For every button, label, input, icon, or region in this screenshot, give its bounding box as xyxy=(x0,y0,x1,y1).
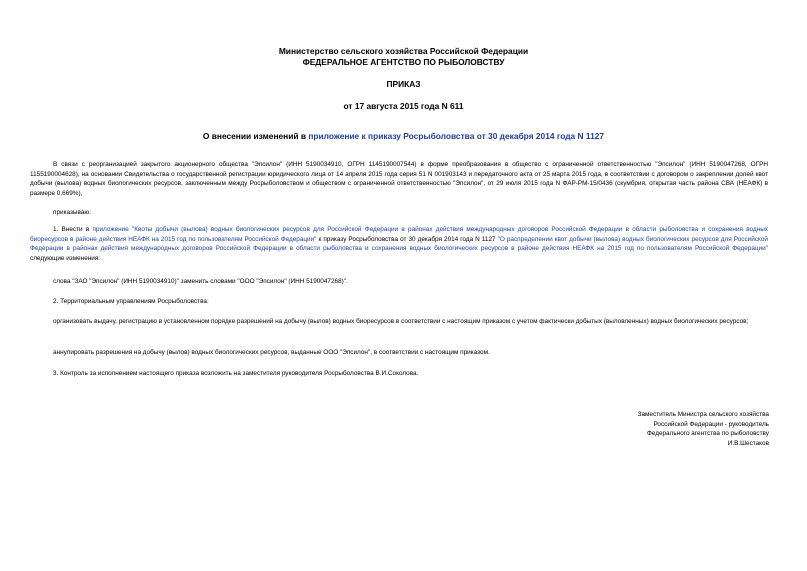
item-3-paragraph: 3. Контроль за исполнением настоящего приказа возложить на заместителя руководителя Росрыболовства В.И.Соколова. xyxy=(53,370,419,377)
replace-paragraph: слова "ЗАО "Эпсилон" (ИНН 5190034910)" заменить словами "ООО "Эпсилон" (ИНН 5190047268)". xyxy=(53,278,348,285)
item-1-order-link[interactable]: "О распределении квот добычи (вылова) водных биологических ресурсов для Российской Федерации в районах действия международных договоров Российской Федерации в области рыболовства и сохранения водных биологических ресурсов в районе действия НЕАФК на 2015 год по пользователям Российской Федерации" xyxy=(30,235,768,252)
preamble-paragraph: В связи с реорганизацией закрытого акционерного общества "Эпсилон" (ИНН 5190034910, ОГРН 1145190007544) в форме преобразования в общество с ограниченной ответственностью "Эпсилон" (ИНН 5190047268, ОГРН 1155190004628), на основании Свидетельства о государственной регистрации юридического лица от 14 апреля 2015 года серия 51 N 001903143 и передаточного акта от 25 марта 2015 года, в соответствии с договором о закреплении долей квот добычи (вылова) водных биологических ресурсов, заключенным между Росрыболовством и обществом с ограниченной ответственностью "Эпсилон", от 29 июля 2015 года N ФАР-РМ-15/0436 (скумбрия, открытая часть района СВА (НЕАФК) в размере 0,669%), xyxy=(30,161,768,197)
agency-title: ФЕДЕРАЛЬНОЕ АГЕНТСТВО ПО РЫБОЛОВСТВУ xyxy=(302,57,505,67)
item-1-annex-link[interactable]: приложение "Квоты добычи (вылова) водных биологических ресурсов для Российской Федерации в районах действия международных договоров Российской Федерации в области рыболовства и сохранения водных биоресурсов в районе действия НЕАФК на 2015 год по пользователям Российской Федерации" xyxy=(30,226,768,243)
signature-line-1: Заместитель Министра сельского хозяйства xyxy=(637,411,769,418)
ministry-title: Министерство сельского хозяйства Российской Федерации xyxy=(278,46,529,56)
doc-type-title: ПРИКАЗ xyxy=(386,79,421,89)
signature-line-2: Российской Федерации - руководитель xyxy=(653,420,769,428)
doc-subject xyxy=(0,131,807,142)
subject-prefix: О внесении изменений в xyxy=(202,131,309,141)
item-2a-paragraph: организовать выдачу, регистрацию в установленном порядке разрешений на добычу (вылов) водных биоресурсов в соответствии с настоящим приказом с учетом фактически добытых (выловленных) водных биологических ресурсов; xyxy=(53,318,749,325)
subject-link[interactable]: приложение к приказу Росрыболовства от 30 декабря 2014 года N 1127 xyxy=(308,131,605,141)
item-1-mid: к приказу Росрыболовства от 30 декабря 2014 года N 1127 xyxy=(316,235,498,243)
order-word: приказываю: xyxy=(53,209,91,216)
signature-block xyxy=(638,410,769,448)
item-1-prefix: 1. Внести в xyxy=(53,226,93,233)
signature-line-3: Федерального агентства по рыболовству xyxy=(646,430,769,437)
signature-name: И.В.Шестаков xyxy=(727,439,769,447)
item-1-paragraph xyxy=(30,225,768,263)
doc-date-number: от 17 августа 2015 года N 611 xyxy=(343,101,464,111)
item-2b-paragraph: аннулировать разрешения на добычу (вылов) водных биологических ресурсов, выданные ООО "Эпсилон", в соответствии с настоящим приказом. xyxy=(53,349,490,356)
item-1-suffix: следующие изменения: xyxy=(30,254,101,262)
item-2-paragraph: 2. Территориальным управлениям Росрыболовства: xyxy=(53,298,209,305)
